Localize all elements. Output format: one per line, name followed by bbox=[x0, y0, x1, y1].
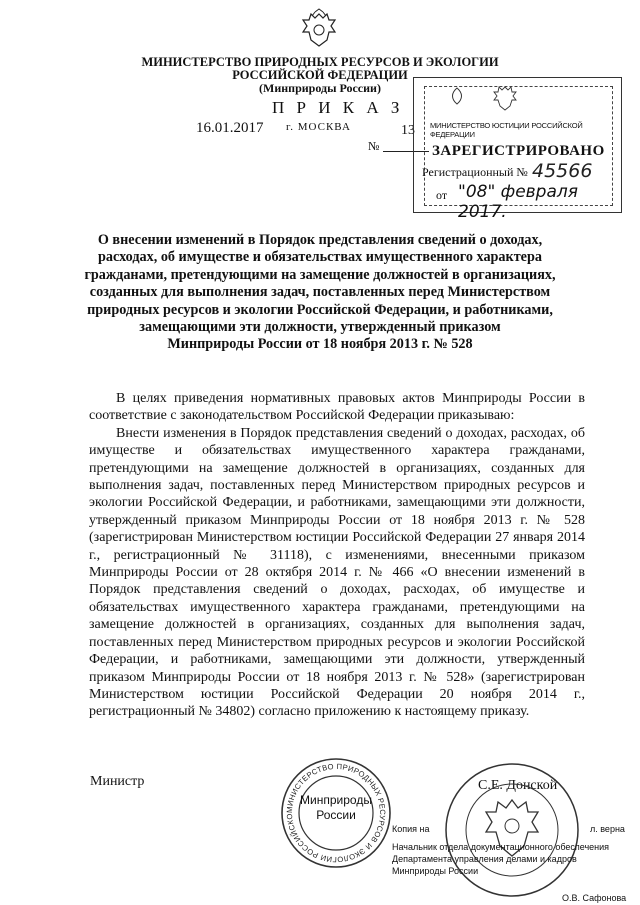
seal-center-text bbox=[280, 793, 392, 823]
seal-ring-text: МИНИСТЕРСТВО ПРИРОДНЫХ РЕСУРСОВ И ЭКОЛОГИИ РОССИЙСКО bbox=[284, 761, 388, 865]
title-line: О внесении изменений в Порядок представления сведений о доходах, bbox=[97, 232, 543, 248]
seal-center-line1: Минприроды bbox=[300, 793, 372, 807]
ministry-short-name: (Минприроды России) bbox=[259, 81, 381, 95]
registration-number-label: Регистрационный № bbox=[422, 165, 528, 179]
copy-certification-seal bbox=[442, 760, 582, 900]
registration-status: ЗАРЕГИСТРИРОВАНО bbox=[432, 143, 605, 159]
order-city: г. МОСКВА bbox=[286, 121, 351, 133]
copy-count-label: Копия на bbox=[392, 824, 430, 834]
registration-date: "08" февраля 2017. bbox=[458, 182, 578, 222]
body-paragraph-order: Внести изменения в Порядок представления сведений о доходах, расходах, об имуществе и обязательствах имущественного характера гражданами, претендующими на замещение должностей в организациях, созданных для выполнения задач, поставленных перед Министерством природных ресурсов и экологии Российской Федерации, и работниками, замещающими эти должности, утвержденный приказом Минприроды России от 18 ноября 2013 г. № 528 (зарегистрирован Министерством юстиции Российской Федерации 27 января 2014 г., регистрационный № 31118), с изменениями, внесенными приказом Минприроды России от 28 октября 2014 г. № 466 «О внесении изменений в Порядок представления сведений о доходах, расходах, об имуществе и обязательствах имущественного характера гражданами, претендующими на замещение должностей в организациях, созданных для выполнения задач, поставленных перед Министерством природных ресурсов и экологии Российской Федерации, и работниками, замещающими эти должности, утвержденный приказом Минприроды России от 18 ноября 2013 г. № 528» (зарегистрирован Министерством юстиции Российской Федерации 20 ноября 2014 г., регистрационный № 34802) согласно приложению к настоящему приказу. bbox=[89, 425, 585, 720]
registration-date-label: от bbox=[436, 188, 448, 202]
registration-number: 45566 bbox=[532, 160, 593, 182]
order-number-label: № bbox=[368, 139, 380, 153]
title-line: расходах, об имуществе и обязательствах имущественного характера bbox=[98, 249, 542, 266]
order-number: 13 bbox=[401, 123, 415, 138]
copy-verified-label: л. верна bbox=[590, 824, 625, 834]
signer-position: Министр bbox=[90, 774, 145, 789]
title-line: созданных для выполнения задач, поставленных перед Министерством bbox=[89, 284, 551, 301]
leaf-icon bbox=[446, 85, 468, 107]
order-title bbox=[60, 232, 580, 354]
document-type: П Р И К А З bbox=[272, 98, 404, 117]
ministry-seal bbox=[280, 757, 392, 869]
seal-center-line2: России bbox=[316, 808, 356, 822]
title-line: гражданами, претендующими на замещение должностей в организациях, bbox=[84, 266, 556, 283]
body-paragraph-preamble: В целях приведения нормативных правовых актов Минприроды России в соответствие с законодательством Российской Федерации приказываю: bbox=[89, 391, 585, 424]
title-line: замещающими эти должности, утвержденный приказом bbox=[139, 319, 501, 336]
order-body bbox=[89, 390, 585, 721]
order-date: 16.01.2017 bbox=[196, 120, 264, 136]
coat-of-arms-emblem bbox=[297, 8, 341, 52]
copy-signer-department: Департамента управления делами и кадров bbox=[392, 854, 577, 864]
copy-signer-ministry: Минприроды России bbox=[392, 866, 479, 876]
copy-signer-title: Начальник отдела документационного обеспечения bbox=[392, 842, 610, 852]
title-line: природных ресурсов и экологии Российской Федерации, и работниками, bbox=[87, 301, 553, 318]
title-line: Минприроды России от 18 ноября 2013 г. № 528 bbox=[167, 336, 473, 353]
copy-signer-name: О.В. Сафонова bbox=[562, 893, 627, 903]
signer-name: С.Е. Донской bbox=[478, 778, 558, 793]
ministry-name-line2: РОССИЙСКОЙ ФЕДЕРАЦИИ bbox=[232, 68, 408, 82]
registration-stamp bbox=[413, 77, 622, 222]
registration-org: МИНИСТЕРСТВО ЮСТИЦИИ РОССИЙСКОЙ ФЕДЕРАЦИИ bbox=[430, 121, 583, 139]
coat-of-arms-icon bbox=[492, 84, 518, 112]
ministry-name-line1: МИНИСТЕРСТВО ПРИРОДНЫХ РЕСУРСОВ И ЭКОЛОГИИ bbox=[141, 55, 499, 69]
